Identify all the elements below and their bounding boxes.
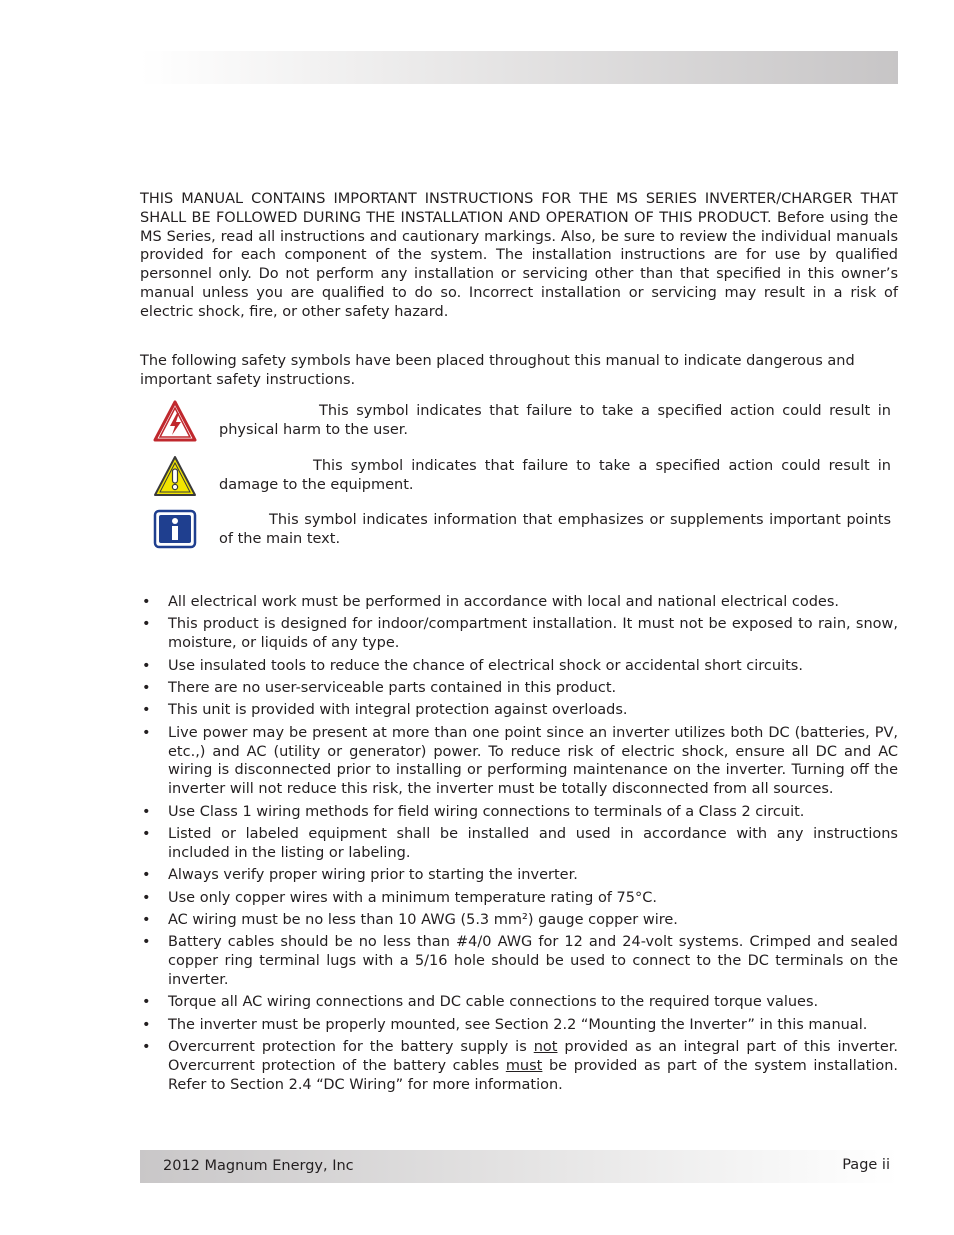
caution-exclamation-icon: [153, 455, 197, 499]
list-item: • Use Class 1 wiring methods for field wiring connections to terminals of a Class 2 circuit.: [140, 803, 898, 822]
symbols-intro: The following safety symbols have been placed throughout this manual to indicate dangerous and important safety instructions.: [140, 353, 855, 388]
footer-copyright: 2012 Magnum Energy, Inc: [163, 1158, 354, 1174]
footer-bar: [140, 1150, 898, 1183]
list-item: • Use only copper wires with a minimum temperature rating of 75°C.: [140, 889, 898, 908]
list-item: • There are no user-serviceable parts contained in this product.: [140, 679, 898, 698]
symbol-text-warning: This symbol indicates that failure to take a specified action could result in physical harm to the user.: [219, 403, 891, 438]
symbol-text-info: This symbol indicates information that emphasizes or supplements important points of the main text.: [219, 512, 891, 547]
symbol-text-caution: This symbol indicates that failure to take a specified action could result in damage to the equipment.: [219, 458, 891, 493]
symbol-row-caution: [140, 455, 900, 505]
symbol-row-info: [140, 509, 900, 559]
list-item: • AC wiring must be no less than 10 AWG (5.3 mm²) gauge copper wire.: [140, 911, 898, 930]
list-item: • Battery cables should be no less than #4/0 AWG for 12 and 24-volt systems. Crimped and sealed copper ring terminal lugs with a 5/16 hole should be used to connect to the DC terminals on the inverter.: [140, 933, 898, 989]
symbol-row-warning: [140, 400, 900, 450]
list-item: • This product is designed for indoor/compartment installation. It must not be exposed to rain, snow, moisture, or liquids of any type.: [140, 615, 898, 653]
electric-hazard-warning-icon: [153, 400, 197, 444]
page-number: Page ii: [842, 1157, 890, 1173]
list-item: • This unit is provided with integral protection against overloads.: [140, 701, 898, 720]
list-item: • Listed or labeled equipment shall be installed and used in accordance with any instructions included in the listing or labeling.: [140, 825, 898, 863]
list-item: • Always verify proper wiring prior to starting the inverter.: [140, 866, 898, 885]
list-item: • All electrical work must be performed in accordance with local and national electrical codes.: [140, 593, 898, 612]
safety-bullet-list: [140, 593, 898, 1098]
underlined-must: must: [505, 1057, 543, 1074]
header-bar: [140, 51, 898, 84]
underlined-not: not: [533, 1039, 558, 1056]
info-icon: [153, 509, 197, 553]
list-item: • Live power may be present at more than one point since an inverter utilizes both DC (batteries, PV, etc.,) and AC (utility or generator) power. To reduce risk of electric shock, ensure all DC and AC wiring is disconnected prior to installing or performing maintenance on the inverter. Turning off the inverter will not reduce this risk, the inverter must be totally disconnected from all sources.: [140, 724, 898, 799]
list-item: • Torque all AC wiring connections and DC cable connections to the required torque values.: [140, 993, 898, 1012]
list-item: • Use insulated tools to reduce the chance of electrical shock or accidental short circuits.: [140, 657, 898, 676]
list-item: • Overcurrent protection for the battery supply is not provided as an integral part of this inverter. Overcurrent protection of the battery cables must be provided as part of the system installation. Refer to Section 2.4 “DC Wiring” for more information.: [140, 1038, 898, 1094]
intro-paragraph: THIS MANUAL CONTAINS IMPORTANT INSTRUCTIONS FOR THE MS SERIES INVERTER/CHARGER THAT SHALL BE FOLLOWED DURING THE INSTALLATION AND OPERATION OF THIS PRODUCT. Before using the MS Series, read all instructions and cautionary markings. Also, be sure to review the individual manuals provided for each component of the system. The installation instructions are for use by qualified personnel only. Do not perform any installation or servicing other than that specified in this owner’s manual unless you are qualified to do so. Incorrect installation or servicing may result in a risk of electric shock, fire, or other safety hazard.: [140, 191, 898, 320]
list-item: • The inverter must be properly mounted, see Section 2.2 “Mounting the Inverter” in this manual.: [140, 1016, 898, 1035]
